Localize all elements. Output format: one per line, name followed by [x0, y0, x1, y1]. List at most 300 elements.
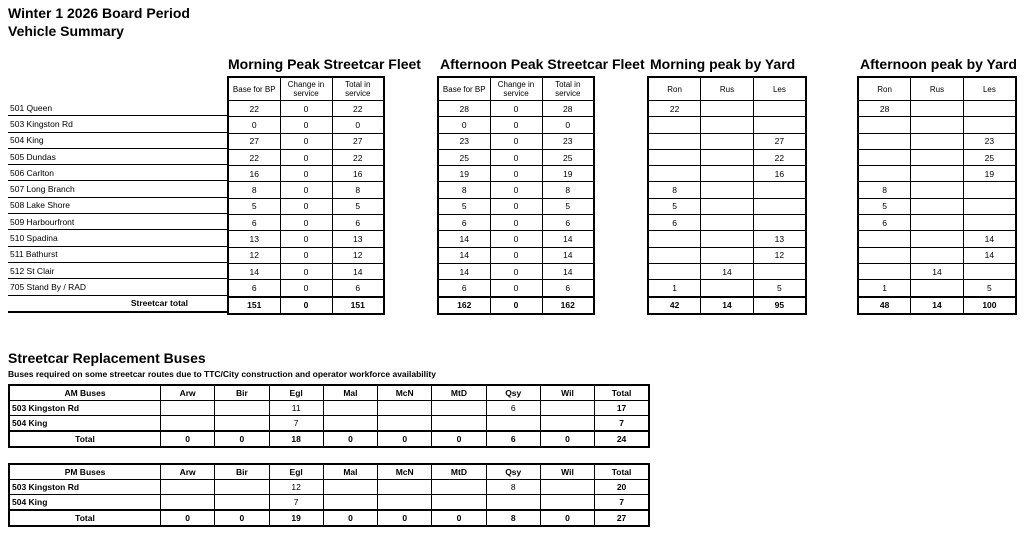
afternoon-fleet-table — [437, 76, 595, 315]
morning-fleet-cell: 27 — [228, 133, 280, 149]
am-buses-column-header: Egl — [269, 385, 323, 401]
afternoon-fleet-row — [438, 182, 594, 198]
afternoon-fleet-cell: 5 — [542, 198, 594, 214]
am-buses-route: 503 Kingston Rd — [9, 401, 161, 416]
pm-buses-cell — [378, 495, 432, 511]
pm-buses-row — [9, 480, 649, 495]
buses-title: Streetcar Replacement Buses — [8, 350, 206, 366]
morning-yard-cell — [701, 231, 754, 247]
afternoon-fleet-row — [438, 166, 594, 182]
morning-yard-cell — [753, 215, 806, 231]
morning-fleet-table — [227, 76, 385, 315]
morning-fleet-cell: 14 — [228, 263, 280, 279]
morning-yard-cell — [753, 263, 806, 279]
morning-yard-row — [648, 231, 806, 247]
afternoon-fleet-header-row — [438, 77, 594, 101]
morning-yard-cell: 14 — [701, 263, 754, 279]
morning-yard-header-cell: Rus — [701, 77, 754, 101]
route-total-row — [8, 295, 228, 312]
morning-fleet-cell: 0 — [280, 117, 332, 133]
route-name: 506 Carlton — [8, 165, 228, 181]
route-row — [8, 197, 228, 213]
morning-fleet-row — [228, 280, 384, 297]
morning-fleet-cell: 12 — [332, 247, 384, 263]
afternoon-fleet-cell: 23 — [542, 133, 594, 149]
afternoon-fleet-cell: 0 — [490, 149, 542, 165]
afternoon-yard-header-cell: Ron — [858, 77, 911, 101]
afternoon-fleet-total-cell: 162 — [542, 297, 594, 314]
morning-yard-cell — [648, 166, 701, 182]
pm-buses-total-cell: 0 — [323, 510, 377, 526]
morning-fleet-cell: 16 — [332, 166, 384, 182]
morning-yard-row — [648, 247, 806, 263]
morning-yard-row — [648, 263, 806, 279]
morning-fleet-row — [228, 149, 384, 165]
am-buses-column-header: Bir — [215, 385, 269, 401]
morning-yard-cell — [753, 182, 806, 198]
morning-yard-cell: 22 — [753, 149, 806, 165]
afternoon-yard-cell — [963, 101, 1016, 117]
am-buses-cell — [486, 416, 540, 432]
pm-buses-total-cell: 0 — [432, 510, 486, 526]
am-buses-cell — [215, 416, 269, 432]
afternoon-yard-cell: 14 — [911, 263, 964, 279]
morning-fleet-row — [228, 133, 384, 149]
afternoon-yard-row — [858, 133, 1016, 149]
morning-yard-header-row — [648, 77, 806, 101]
am-buses-column-header: Qsy — [486, 385, 540, 401]
am-buses-total-cell: 0 — [161, 431, 215, 447]
afternoon-yard-cell — [858, 117, 911, 133]
afternoon-fleet-row — [438, 101, 594, 117]
afternoon-fleet-header-cell: Change in service — [490, 77, 542, 101]
am-buses-total-cell: 0 — [432, 431, 486, 447]
document-title — [8, 4, 190, 40]
am-buses-total-label: Total — [9, 431, 161, 447]
morning-fleet-total-cell: 151 — [332, 297, 384, 314]
pm-buses-column-header: Total — [595, 464, 649, 480]
morning-fleet-row — [228, 198, 384, 214]
morning-yard-row — [648, 215, 806, 231]
morning-fleet-header-cell: Change in service — [280, 77, 332, 101]
route-row — [8, 116, 228, 132]
morning-yard-cell — [701, 166, 754, 182]
am-buses-cell: 6 — [486, 401, 540, 416]
afternoon-fleet-cell: 19 — [438, 166, 490, 182]
morning-fleet-cell: 0 — [228, 117, 280, 133]
morning-fleet-row — [228, 231, 384, 247]
afternoon-yard-cell: 8 — [858, 182, 911, 198]
afternoon-fleet-cell: 25 — [542, 149, 594, 165]
am-buses-cell — [540, 401, 594, 416]
route-row — [8, 230, 228, 246]
morning-yard-cell: 22 — [648, 101, 701, 117]
pm-buses-cell — [323, 480, 377, 495]
morning-yard-cell — [701, 215, 754, 231]
route-name: 510 Spadina — [8, 230, 228, 246]
afternoon-fleet-row — [438, 215, 594, 231]
afternoon-yard-cell: 28 — [858, 101, 911, 117]
pm-buses-column-header: McN — [378, 464, 432, 480]
route-name: 505 Dundas — [8, 148, 228, 164]
streetcar-total-label: Streetcar total — [8, 295, 228, 312]
morning-fleet-title: Morning Peak Streetcar Fleet — [228, 56, 421, 72]
morning-yard-title: Morning peak by Yard — [650, 56, 796, 72]
route-row — [8, 181, 228, 197]
pm-buses-cell — [323, 495, 377, 511]
morning-fleet-cell: 0 — [280, 149, 332, 165]
am-buses-cell: 17 — [595, 401, 649, 416]
am-buses-cell — [378, 416, 432, 432]
afternoon-fleet-cell: 23 — [438, 133, 490, 149]
morning-yard-row — [648, 133, 806, 149]
afternoon-fleet-cell: 0 — [490, 215, 542, 231]
route-name: 705 Stand By / RAD — [8, 279, 228, 295]
pm-buses-total-cell: 0 — [378, 510, 432, 526]
morning-fleet-row — [228, 263, 384, 279]
am-buses-route: 504 King — [9, 416, 161, 432]
afternoon-yard-cell — [911, 215, 964, 231]
afternoon-fleet-total-row — [438, 297, 594, 314]
route-row — [8, 262, 228, 278]
pm-buses-cell: 20 — [595, 480, 649, 495]
pm-buses-total-cell: 0 — [161, 510, 215, 526]
afternoon-yard-title: Afternoon peak by Yard — [860, 56, 1017, 72]
morning-fleet-header-row — [228, 77, 384, 101]
morning-fleet-cell: 22 — [228, 149, 280, 165]
am-buses-row — [9, 401, 649, 416]
afternoon-yard-row — [858, 182, 1016, 198]
morning-fleet-cell: 0 — [280, 198, 332, 214]
route-name-table — [8, 100, 228, 313]
afternoon-yard-cell: 25 — [963, 149, 1016, 165]
morning-yard-header-cell: Ron — [648, 77, 701, 101]
am-buses-cell — [161, 416, 215, 432]
afternoon-fleet-row — [438, 133, 594, 149]
afternoon-fleet-cell: 14 — [542, 231, 594, 247]
route-name: 503 Kingston Rd — [8, 116, 228, 132]
morning-fleet-cell: 0 — [280, 280, 332, 297]
am-buses-cell — [432, 416, 486, 432]
am-buses-header-row — [9, 385, 649, 401]
afternoon-yard-cell — [911, 133, 964, 149]
afternoon-yard-row — [858, 117, 1016, 133]
afternoon-yard-row — [858, 198, 1016, 214]
pm-buses-cell — [486, 495, 540, 511]
am-buses-cell — [161, 401, 215, 416]
morning-yard-cell — [648, 133, 701, 149]
afternoon-fleet-cell: 6 — [438, 215, 490, 231]
morning-yard-cell — [648, 231, 701, 247]
morning-fleet-cell: 8 — [332, 182, 384, 198]
afternoon-yard-cell — [911, 166, 964, 182]
morning-fleet-cell: 8 — [228, 182, 280, 198]
morning-yard-cell: 1 — [648, 280, 701, 297]
pm-buses-cell — [540, 480, 594, 495]
afternoon-fleet-cell: 0 — [490, 280, 542, 297]
afternoon-fleet-row — [438, 149, 594, 165]
afternoon-yard-cell — [911, 149, 964, 165]
morning-yard-cell: 27 — [753, 133, 806, 149]
pm-buses-total-cell: 0 — [540, 510, 594, 526]
pm-buses-route: 504 King — [9, 495, 161, 511]
pm-buses-column-header: Wil — [540, 464, 594, 480]
afternoon-yard-row — [858, 263, 1016, 279]
morning-fleet-cell: 13 — [228, 231, 280, 247]
route-name: 512 St Clair — [8, 262, 228, 278]
morning-yard-cell — [648, 117, 701, 133]
afternoon-yard-cell: 19 — [963, 166, 1016, 182]
pm-buses-cell — [161, 495, 215, 511]
morning-fleet-cell: 16 — [228, 166, 280, 182]
pm-buses-total-row — [9, 510, 649, 526]
pm-buses-route: 503 Kingston Rd — [9, 480, 161, 495]
pm-buses-cell — [215, 495, 269, 511]
pm-buses-row — [9, 495, 649, 511]
morning-fleet-cell: 22 — [332, 101, 384, 117]
pm-buses-total-cell: 0 — [215, 510, 269, 526]
afternoon-yard-cell: 6 — [858, 215, 911, 231]
am-buses-total-cell: 0 — [215, 431, 269, 447]
am-buses-total-row — [9, 431, 649, 447]
route-name: 509 Harbourfront — [8, 214, 228, 230]
am-buses-cell — [215, 401, 269, 416]
pm-buses-column-header: Arw — [161, 464, 215, 480]
afternoon-fleet-cell: 0 — [490, 247, 542, 263]
route-name: 511 Bathurst — [8, 246, 228, 262]
afternoon-fleet-row — [438, 263, 594, 279]
afternoon-fleet-cell: 0 — [438, 117, 490, 133]
afternoon-fleet-cell: 14 — [438, 231, 490, 247]
afternoon-fleet-cell: 0 — [490, 263, 542, 279]
morning-yard-cell: 12 — [753, 247, 806, 263]
am-buses-column-header: McN — [378, 385, 432, 401]
afternoon-yard-row — [858, 247, 1016, 263]
afternoon-fleet-cell: 0 — [490, 198, 542, 214]
am-buses-row — [9, 416, 649, 432]
am-buses-total-cell: 6 — [486, 431, 540, 447]
afternoon-yard-total-cell: 48 — [858, 297, 911, 314]
morning-fleet-cell: 6 — [228, 215, 280, 231]
afternoon-fleet-total-cell: 0 — [490, 297, 542, 314]
am-buses-total-cell: 24 — [595, 431, 649, 447]
am-buses-cell — [323, 401, 377, 416]
afternoon-yard-cell: 14 — [963, 247, 1016, 263]
pm-buses-column-header: Mal — [323, 464, 377, 480]
morning-yard-row — [648, 149, 806, 165]
am-buses-cell: 7 — [269, 416, 323, 432]
afternoon-fleet-row — [438, 198, 594, 214]
pm-buses-cell: 8 — [486, 480, 540, 495]
afternoon-yard-cell: 5 — [963, 280, 1016, 297]
am-buses-cell — [323, 416, 377, 432]
afternoon-yard-cell — [911, 280, 964, 297]
afternoon-yard-header-cell: Les — [963, 77, 1016, 101]
morning-yard-cell: 5 — [753, 280, 806, 297]
afternoon-yard-header-cell: Rus — [911, 77, 964, 101]
pm-buses-column-header: Egl — [269, 464, 323, 480]
morning-fleet-row — [228, 215, 384, 231]
morning-yard-cell — [701, 149, 754, 165]
morning-fleet-row — [228, 247, 384, 263]
am-buses-column-header: Arw — [161, 385, 215, 401]
morning-yard-total-cell: 14 — [701, 297, 754, 314]
morning-fleet-cell: 0 — [280, 101, 332, 117]
afternoon-yard-table — [857, 76, 1017, 315]
pm-buses-cell — [378, 480, 432, 495]
morning-fleet-cell: 27 — [332, 133, 384, 149]
afternoon-yard-cell — [911, 198, 964, 214]
afternoon-yard-cell — [911, 247, 964, 263]
afternoon-yard-row — [858, 166, 1016, 182]
morning-yard-total-cell: 42 — [648, 297, 701, 314]
afternoon-yard-cell — [963, 117, 1016, 133]
morning-yard-cell — [701, 133, 754, 149]
afternoon-yard-cell — [858, 231, 911, 247]
morning-yard-cell — [701, 182, 754, 198]
afternoon-fleet-title: Afternoon Peak Streetcar Fleet — [440, 56, 645, 72]
afternoon-fleet-cell: 0 — [490, 166, 542, 182]
pm-buses-cell: 7 — [269, 495, 323, 511]
pm-buses-cell — [161, 480, 215, 495]
afternoon-fleet-cell: 0 — [490, 182, 542, 198]
morning-yard-cell: 6 — [648, 215, 701, 231]
morning-fleet-cell: 0 — [280, 215, 332, 231]
morning-yard-cell — [701, 101, 754, 117]
am-buses-cell: 11 — [269, 401, 323, 416]
pm-buses-total-label: Total — [9, 510, 161, 526]
morning-yard-total-cell: 95 — [753, 297, 806, 314]
route-row — [8, 246, 228, 262]
morning-yard-cell — [648, 263, 701, 279]
morning-yard-cell — [701, 198, 754, 214]
morning-fleet-cell: 0 — [280, 231, 332, 247]
afternoon-yard-cell — [911, 231, 964, 247]
afternoon-fleet-cell: 0 — [490, 117, 542, 133]
pm-buses-header-row — [9, 464, 649, 480]
am-buses-cell — [378, 401, 432, 416]
route-row — [8, 132, 228, 148]
morning-fleet-cell: 0 — [280, 247, 332, 263]
afternoon-fleet-cell: 6 — [542, 280, 594, 297]
route-name: 501 Queen — [8, 100, 228, 116]
am-buses-cell — [540, 416, 594, 432]
afternoon-yard-cell — [858, 247, 911, 263]
route-row — [8, 279, 228, 295]
morning-fleet-row — [228, 117, 384, 133]
morning-fleet-cell: 6 — [332, 215, 384, 231]
afternoon-fleet-cell: 28 — [542, 101, 594, 117]
morning-yard-cell — [701, 280, 754, 297]
afternoon-fleet-cell: 25 — [438, 149, 490, 165]
afternoon-fleet-cell: 19 — [542, 166, 594, 182]
route-row — [8, 165, 228, 181]
morning-fleet-total-cell: 0 — [280, 297, 332, 314]
afternoon-fleet-row — [438, 231, 594, 247]
pm-buses-cell: 12 — [269, 480, 323, 495]
route-name: 508 Lake Shore — [8, 197, 228, 213]
afternoon-fleet-total-cell: 162 — [438, 297, 490, 314]
pm-buses-table — [8, 463, 650, 527]
am-buses-total-cell: 0 — [323, 431, 377, 447]
morning-fleet-row — [228, 166, 384, 182]
afternoon-yard-row — [858, 149, 1016, 165]
route-row — [8, 148, 228, 164]
buses-subtitle: Buses required on some streetcar routes due to TTC/City construction and operator workforce availability — [8, 369, 436, 379]
morning-fleet-total-cell: 151 — [228, 297, 280, 314]
morning-fleet-cell: 6 — [228, 280, 280, 297]
morning-fleet-cell: 0 — [280, 133, 332, 149]
morning-fleet-cell: 12 — [228, 247, 280, 263]
afternoon-fleet-cell: 0 — [542, 117, 594, 133]
afternoon-yard-row — [858, 231, 1016, 247]
morning-yard-cell — [753, 117, 806, 133]
morning-fleet-cell: 0 — [280, 182, 332, 198]
pm-buses-column-header: Qsy — [486, 464, 540, 480]
am-buses-header: AM Buses — [9, 385, 161, 401]
pm-buses-column-header: Bir — [215, 464, 269, 480]
afternoon-yard-cell — [963, 182, 1016, 198]
am-buses-column-header: Wil — [540, 385, 594, 401]
afternoon-yard-cell — [911, 117, 964, 133]
morning-yard-row — [648, 117, 806, 133]
am-buses-column-header: MtD — [432, 385, 486, 401]
morning-fleet-cell: 0 — [332, 117, 384, 133]
pm-buses-total-cell: 19 — [269, 510, 323, 526]
afternoon-fleet-cell: 8 — [542, 182, 594, 198]
morning-yard-cell: 8 — [648, 182, 701, 198]
afternoon-fleet-row — [438, 117, 594, 133]
morning-yard-row — [648, 166, 806, 182]
afternoon-yard-cell — [858, 263, 911, 279]
pm-buses-total-cell: 27 — [595, 510, 649, 526]
morning-yard-table — [647, 76, 807, 315]
morning-fleet-cell: 0 — [280, 166, 332, 182]
morning-yard-row — [648, 101, 806, 117]
am-buses-total-cell: 0 — [378, 431, 432, 447]
afternoon-fleet-row — [438, 280, 594, 297]
afternoon-fleet-cell: 14 — [438, 263, 490, 279]
morning-fleet-cell: 14 — [332, 263, 384, 279]
morning-fleet-cell: 5 — [228, 198, 280, 214]
morning-fleet-cell: 22 — [228, 101, 280, 117]
am-buses-cell — [432, 401, 486, 416]
morning-yard-row — [648, 280, 806, 297]
morning-fleet-row — [228, 101, 384, 117]
afternoon-yard-cell — [858, 149, 911, 165]
am-buses-total-cell: 18 — [269, 431, 323, 447]
afternoon-fleet-header-cell: Base for BP — [438, 77, 490, 101]
morning-yard-cell: 5 — [648, 198, 701, 214]
afternoon-yard-total-cell: 14 — [911, 297, 964, 314]
am-buses-column-header: Total — [595, 385, 649, 401]
morning-yard-row — [648, 198, 806, 214]
afternoon-yard-cell — [858, 133, 911, 149]
morning-yard-cell: 16 — [753, 166, 806, 182]
morning-fleet-header-cell: Base for BP — [228, 77, 280, 101]
morning-yard-header-cell: Les — [753, 77, 806, 101]
morning-yard-cell: 13 — [753, 231, 806, 247]
morning-fleet-cell: 6 — [332, 280, 384, 297]
pm-buses-cell: 7 — [595, 495, 649, 511]
pm-buses-total-cell: 8 — [486, 510, 540, 526]
afternoon-fleet-cell: 0 — [490, 231, 542, 247]
afternoon-yard-total-row — [858, 297, 1016, 314]
route-row — [8, 214, 228, 230]
morning-yard-cell — [753, 198, 806, 214]
morning-fleet-cell: 22 — [332, 149, 384, 165]
morning-yard-row — [648, 182, 806, 198]
